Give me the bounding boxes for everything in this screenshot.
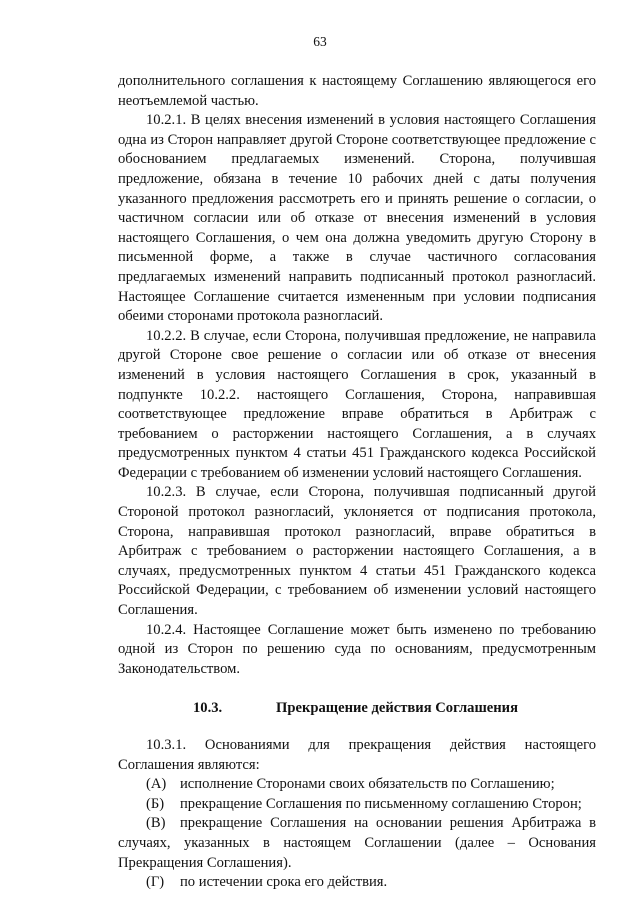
- list-marker: (А): [146, 776, 167, 793]
- paragraph-continuation: дополнительного соглашения к настоящему Соглашению являющегося его неотъемлемой частью.: [118, 73, 596, 109]
- paragraph-10-2-2: 10.2.2. В случае, если Сторона, получившая предложение, не направила другой Стороне свое решение о согласии или об отказе от внесения изменений в условия настоящего Соглашения в срок, указанный в подпункте 10.2.2. настоящего Соглашения, Сторона, направившая соответствующее предложение вправе обратиться в Арбитраж с требованием о расторжении настоящего Соглашения, а в случаях предусмотренных пунктом 4 статьи 451 Гражданского кодекса Российской Федерации с требованием об изменении условий настоящего Соглашения.: [118, 327, 596, 481]
- list-item-text: исполнение Сторонами своих обязательств по Соглашению;: [180, 776, 555, 793]
- list-item-text: прекращение Соглашения на основании решения Арбитража в случаях, указанных в настоящем Соглашении (далее – Основания Прекращения Соглашения).: [118, 815, 596, 871]
- list-marker: (В): [146, 815, 166, 832]
- list-item: [118, 775, 596, 795]
- list-marker: (Б): [146, 795, 165, 812]
- page-number: 63: [313, 34, 327, 49]
- list-item: [118, 795, 596, 815]
- list-item: [118, 814, 596, 873]
- section-heading: [118, 699, 596, 719]
- document-body: [118, 72, 596, 893]
- list-item-text: по истечении срока его действия.: [180, 874, 388, 891]
- list-item-text: прекращение Соглашения по письменному соглашению Сторон;: [180, 795, 582, 812]
- list-marker: (Г): [146, 874, 165, 891]
- paragraph-10-2-4: 10.2.4. Настоящее Соглашение может быть изменено по требованию одной из Сторон по решению суда по основаниям, предусмотренным Законодательством.: [118, 621, 596, 677]
- paragraph-10-3-1: 10.3.1. Основаниями для прекращения действия настоящего Соглашения являются:: [118, 737, 596, 773]
- paragraph-10-2-1: 10.2.1. В целях внесения изменений в условия настоящего Соглашения одна из Сторон направляет другой Стороне соответствующее предложение с обоснованием предлагаемых изменений. Сторона, получившая предложение, обязана в течение 10 рабочих дней с даты получения указанного предложения рассмотреть его и принять решение о согласии, о частичном согласии или об отказе от внесения изменений в условия настоящего Соглашения, о чем она должна уведомить другую Сторону в письменной форме, а также в случае частичного согласования предлагаемых изменений направить подписанный протокол разногласий. Настоящее Соглашение считается измененным при условии подписания обеими сторонами протокола разногласий.: [118, 112, 596, 325]
- list-item: [118, 873, 596, 893]
- paragraph-10-2-3: 10.2.3. В случае, если Сторона, получившая подписанный другой Стороной протокол разногласий, уклоняется от подписания протокола, Сторона, направившая протокол разногласий, вправе обратиться в Арбитраж с требованием о расторжении настоящего Соглашения, а в случаях, предусмотренных пунктом 4 статьи 451 Гражданского кодекса Российской Федерации, с требованием об изменении условий настоящего Соглашения.: [118, 484, 596, 619]
- section-title: Прекращение действия Соглашения: [276, 700, 518, 717]
- section-number: 10.3.: [193, 700, 223, 717]
